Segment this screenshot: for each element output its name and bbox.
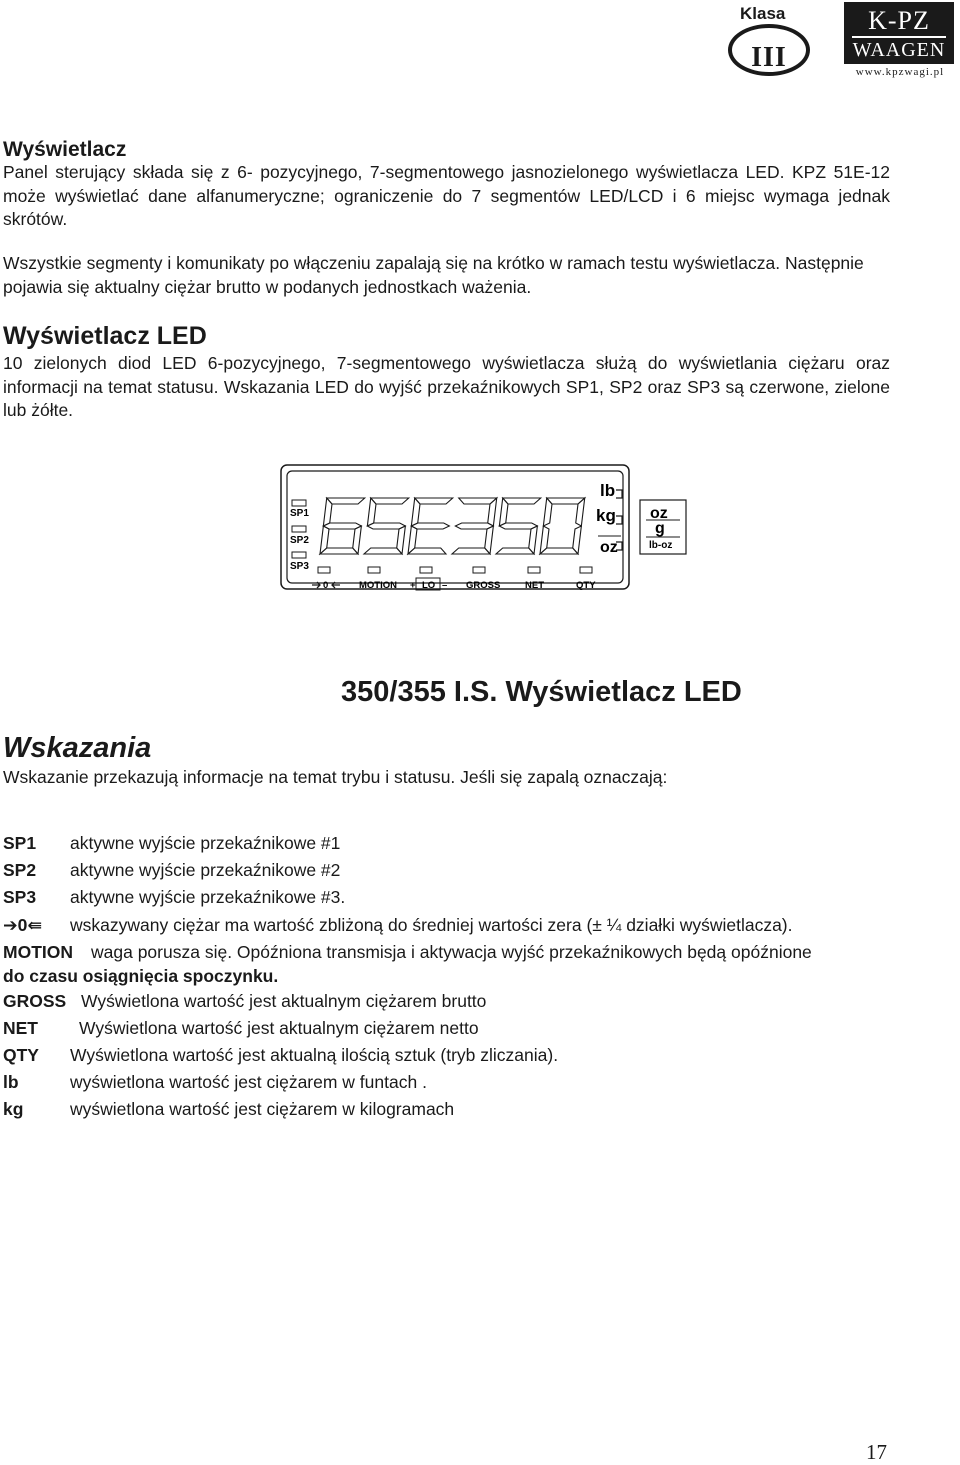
- lo-minus-sign: –: [442, 580, 448, 591]
- legend-value-sp2: aktywne wyjście przekaźnikowe #2: [70, 860, 341, 880]
- legend-value-motion-cont: do czasu osiągnięcia spoczynku.: [3, 966, 279, 986]
- kpz-logo-url: www.kpzwagi.pl: [855, 66, 945, 78]
- kpz-logo-line2: WAAGEN: [852, 39, 946, 61]
- led-display-diagram: [280, 464, 690, 594]
- digit-4-segment-a: [503, 498, 541, 504]
- heading-wskazania: Wskazania: [3, 732, 152, 764]
- net-indicator-label: NET: [525, 580, 544, 591]
- paragraph-segmenty: Wszystkie segmenty i komunikaty po włączeniu zapalają się na krótko w ramach testu wyświetlacza. Następnie pojawia się aktualny ciężar brutto w podanych jednostkach ważenia.: [3, 253, 864, 297]
- status-row: [312, 567, 596, 591]
- legend-key-sp3: SP3: [3, 887, 37, 907]
- sp3-led: [292, 552, 306, 558]
- legend-key-sp2: SP2: [3, 860, 37, 880]
- legend-value-motion: waga porusza się. Opóźniona transmisja i aktywacja wyjść przekaźnikowych będą opóźnione: [91, 942, 812, 962]
- digit-2-segment-a: [415, 498, 453, 504]
- legend-key-gross: GROSS: [3, 991, 67, 1011]
- klasa-label: Klasa: [740, 4, 786, 23]
- klasa-logo: [726, 2, 810, 80]
- zero-led: [318, 567, 330, 573]
- digit-5-segment-b: [576, 498, 585, 526]
- digit-0-segment-d: [320, 548, 358, 554]
- digit-2-segment-d: [408, 548, 446, 554]
- arrow-left-icon: ⇚: [27, 915, 43, 935]
- legend-key-motion: MOTION: [3, 942, 73, 962]
- sp2-led: [292, 526, 306, 532]
- net-led: [528, 567, 540, 573]
- legend-value-sp3: aktywne wyjście przekaźnikowe #3.: [70, 887, 346, 907]
- kpz-logo-box: [844, 2, 954, 64]
- heading-wyswietlacz-led: Wyświetlacz LED: [3, 322, 207, 350]
- legend-value-net: Wyświetlona wartość jest aktualnym ciężarem netto: [79, 1018, 479, 1038]
- lo-plus-sign: +: [410, 580, 416, 591]
- digit-0-segment-f: [323, 498, 332, 526]
- legend-key-zero: ➔0⇚: [3, 915, 43, 935]
- unit-kg-label: kg: [596, 506, 616, 525]
- legend-key-lb: lb: [3, 1072, 19, 1092]
- klasa-numeral: III: [751, 42, 787, 73]
- display-outer-frame: [281, 465, 629, 589]
- klasa-circle: [728, 24, 810, 76]
- gross-led: [473, 567, 485, 573]
- digit-1-segment-f: [367, 498, 376, 526]
- kpz-logo-line1: K-PZ: [868, 6, 930, 35]
- arrow-right-icon: ➔: [3, 915, 18, 935]
- kpz-waagen-logo: [844, 2, 954, 82]
- sp3-label: SP3: [290, 561, 309, 572]
- qty-indicator-label: QTY: [576, 580, 596, 591]
- digit-4-segment-f: [499, 498, 508, 526]
- paragraph-panel: Panel sterujący składa się z 6- pozycyjnego, 7-segmentowego jasnozielonego wyświetlacza LED. KPZ 51E-12 może wyświetlać dane alfanumeryczne; ograniczenie do 7 segmentów LED/LCD i 6 miejsc wymaga jednak skrótów.: [3, 162, 890, 229]
- digit-0-segment-c: [353, 526, 362, 554]
- unit-oz-label: oz: [600, 539, 618, 556]
- page-number: 17: [866, 1440, 887, 1464]
- side-oz-label: oz: [650, 505, 668, 522]
- legend-value-zero: wskazywany ciężar ma wartość zbliżoną do średniej wartości zera (± ¼ działki wyświetlacza).: [70, 915, 793, 935]
- heading-wyswietlacz: Wyświetlacz: [3, 138, 127, 161]
- digit-3-segment-d: [452, 548, 490, 554]
- lo-indicator-label: LO: [422, 580, 436, 591]
- digit-3-segment-b: [488, 498, 497, 526]
- legend-key-net: NET: [3, 1018, 38, 1038]
- digit-1-segment-d: [364, 548, 402, 554]
- legend-value-qty: Wyświetlona wartość jest aktualną ilością sztuk (tryb zliczania).: [70, 1045, 559, 1065]
- qty-led: [580, 567, 592, 573]
- legend-value-kg: wyświetlona wartość jest ciężarem w kilogramach: [70, 1099, 455, 1119]
- display-caption: 350/355 I.S. Wyświetlacz LED: [341, 676, 742, 708]
- digit-5-segment-f: [543, 498, 552, 526]
- digit-4-segment-d: [496, 548, 534, 554]
- digit-0-segment-a: [327, 498, 365, 504]
- unit-kg-led: [616, 516, 622, 524]
- legend-value-gross: Wyświetlona wartość jest aktualnym ciężarem brutto: [81, 991, 487, 1011]
- digit-1-segment-a: [371, 498, 409, 504]
- sp1-label: SP1: [290, 508, 309, 519]
- sp1-led: [292, 500, 306, 506]
- motion-led: [368, 567, 380, 573]
- paragraph-led: 10 zielonych diod LED 6-pozycyjnego, 7-segmentowego wyświetlacza służą do wyświetlania ciężaru oraz informacji na temat statusu. Wskazania LED do wyjść przekaźnikowych SP1, SP2 oraz SP3 są czerwone, zielone lub żółte.: [3, 353, 890, 420]
- digit-5-segment-e: [540, 526, 549, 554]
- side-lboz-label: lb-oz: [649, 540, 673, 551]
- display-inner-frame: [287, 471, 623, 583]
- unit-lb-led: [616, 490, 622, 498]
- unit-lb-label: lb: [600, 481, 616, 500]
- lo-led: [420, 567, 432, 573]
- gross-indicator-label: GROSS: [466, 580, 501, 591]
- side-g-label: g: [655, 520, 665, 537]
- zero-indicator-label: 0: [323, 580, 329, 591]
- legend-value-sp1: aktywne wyjście przekaźnikowe #1: [70, 833, 341, 853]
- motion-indicator-label: MOTION: [359, 580, 397, 591]
- legend-key-qty: QTY: [3, 1045, 39, 1065]
- legend-key-sp1: SP1: [3, 833, 37, 853]
- seven-segment-digits: [320, 498, 585, 554]
- legend-key-kg: kg: [3, 1099, 24, 1119]
- legend-value-lb: wyświetlona wartość jest ciężarem w funtach .: [70, 1072, 427, 1092]
- digit-2-segment-f: [411, 498, 420, 526]
- paragraph-wskazania-intro: Wskazanie przekazują informacje na temat trybu i statusu. Jeśli się zapalą oznaczają:: [3, 767, 668, 787]
- sp2-label: SP2: [290, 535, 309, 546]
- digit-2-segment-g: [411, 523, 449, 529]
